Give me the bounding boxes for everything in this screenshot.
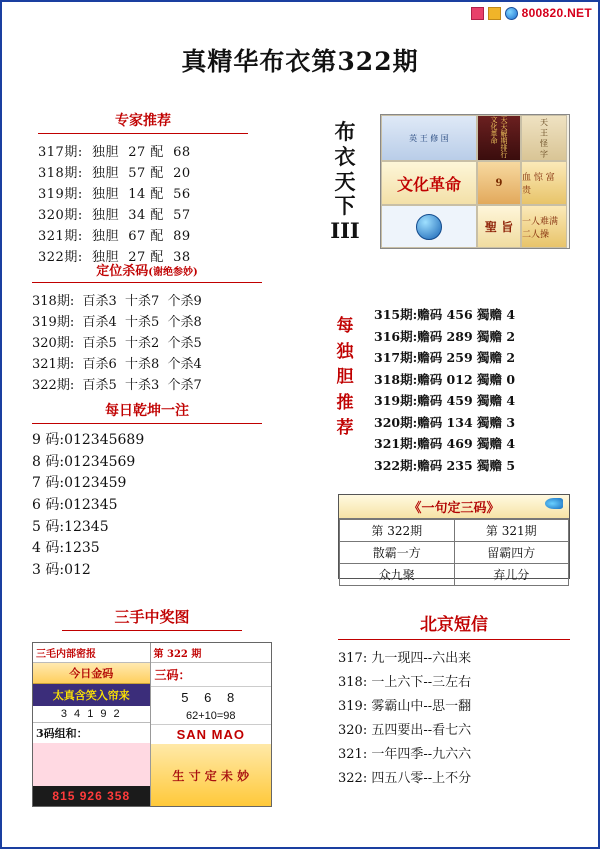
art-cell-red: 文化革命 bbox=[381, 161, 477, 205]
page-title: 真精华布衣第322期 bbox=[181, 47, 419, 76]
sanmao-card-left bbox=[33, 643, 151, 806]
art-cell-orange: 9 bbox=[477, 161, 521, 205]
sanmao-strip-title: 三毛内部密报 bbox=[33, 643, 150, 663]
expert-recommendation-section bbox=[38, 110, 248, 268]
sanmao-heading: 三手中奖图 bbox=[62, 606, 242, 631]
list-item: 315期:赡码 456 獨赡 4 bbox=[374, 307, 516, 322]
beijing-list bbox=[338, 647, 578, 791]
sanmao-card-right bbox=[151, 643, 271, 806]
list-item: 6 码:012345 bbox=[32, 497, 118, 514]
list-item: 322期:赡码 235 獨赡 5 bbox=[374, 457, 516, 473]
list-item: 318期: 百杀3 十杀7 个杀9 bbox=[32, 294, 202, 309]
list-item: 318: 一上六下--三左右 bbox=[338, 675, 472, 691]
sanmao-three-code-value: 5 6 8 bbox=[181, 690, 241, 705]
qiankun-rows bbox=[32, 430, 262, 582]
art-cell-edict: 聖 旨 bbox=[477, 205, 521, 248]
list-item: 317期:赡码 259 獨赡 2 bbox=[374, 350, 516, 365]
table-row bbox=[340, 520, 569, 542]
beijing-heading: 北京短信 bbox=[338, 610, 570, 640]
buyi-artwork bbox=[380, 114, 570, 249]
table-row bbox=[340, 564, 569, 586]
sentence-heading-text: 《一句定三码》 bbox=[408, 501, 500, 516]
list-item: 7 码:0123459 bbox=[32, 475, 127, 492]
list-item: 320期:赡码 134 獨赡 3 bbox=[374, 414, 516, 430]
list-item: 322期: 独胆 27 配 38 bbox=[38, 250, 191, 266]
sanmao-three-code-label: 三码： bbox=[151, 663, 271, 687]
list-item: 320: 五四要出--看七六 bbox=[338, 723, 472, 739]
sanmao-big-number: 815 926 358 bbox=[33, 786, 150, 806]
sanmao-pink-art bbox=[33, 743, 150, 786]
list-item: 4 码:1235 bbox=[32, 540, 100, 557]
art-cell-globe bbox=[381, 205, 477, 248]
daily-qiankun-section bbox=[32, 400, 262, 582]
sanmao-numbers: 3 4 1 9 2 bbox=[33, 706, 150, 723]
globe-icon bbox=[505, 7, 518, 20]
list-item: 319期: 独胆 14 配 56 bbox=[38, 187, 191, 203]
orange-square-icon bbox=[488, 7, 501, 20]
dandan-vertical-title: 每独胆推荐 bbox=[336, 316, 354, 438]
kill-code-rows bbox=[32, 291, 262, 396]
list-item: 320期: 百杀5 十杀2 个杀5 bbox=[32, 336, 202, 352]
sanmao-yellow-art: 生 寸 定 未 妙 bbox=[151, 744, 271, 806]
fish-icon bbox=[545, 498, 563, 509]
sentence-heading bbox=[339, 495, 569, 519]
list-item: 319期: 百杀4 十杀5 个杀8 bbox=[32, 315, 202, 331]
art-cell-tan: 天 王 怪 字 bbox=[521, 115, 567, 161]
art-cell-gold: 血 惊 富 贵 bbox=[521, 161, 567, 205]
list-item: 319: 雾霸山中--思一翻 bbox=[338, 699, 472, 715]
pink-square-icon bbox=[471, 7, 484, 20]
expert-heading: 专家推荐 bbox=[38, 110, 248, 134]
sanmao-equation: 62+10=98 bbox=[151, 708, 271, 724]
art-cell-dark: 天天解期排行文化革命 bbox=[477, 115, 521, 161]
kill-code-heading-text: 定位杀码 bbox=[96, 264, 149, 279]
sanmao-issue-label: 第 322 期 bbox=[151, 643, 271, 663]
list-item: 317: 九一现四--六出来 bbox=[338, 651, 472, 666]
sentence-col2-head: 第 321期 bbox=[454, 520, 569, 542]
site-url[interactable]: 800820.NET bbox=[521, 6, 592, 20]
expert-rows bbox=[38, 142, 248, 268]
list-item: 316期:赡码 289 獨赡 2 bbox=[374, 328, 516, 344]
sentence-col2-line1: 留霸四方 bbox=[454, 542, 569, 564]
art-cell-scroll: 一人难满二人操 bbox=[521, 205, 567, 248]
list-item: 5 码:12345 bbox=[32, 518, 109, 535]
list-item: 9 码:012345689 bbox=[32, 432, 145, 448]
art-cell-blue: 英 王 修 国 bbox=[381, 115, 477, 161]
sentence-col1-line1: 散霸一方 bbox=[340, 542, 455, 564]
list-item: 322期: 百杀5 十杀3 个杀7 bbox=[32, 378, 202, 394]
sanmao-image-card bbox=[32, 642, 272, 807]
list-item: 317期: 独胆 27 配 68 bbox=[38, 145, 191, 160]
list-item: 319期:赡码 459 獨赡 4 bbox=[374, 393, 516, 408]
sentence-table bbox=[339, 519, 569, 586]
sanmao-sum-label: 3码组和： bbox=[33, 723, 150, 743]
sentence-col2-line2: 弃儿分 bbox=[454, 564, 569, 586]
topbar bbox=[471, 6, 592, 20]
kill-code-section bbox=[32, 260, 262, 396]
globe-icon bbox=[416, 214, 442, 240]
sanmao-brand: SAN MAO bbox=[151, 724, 271, 744]
kill-code-heading bbox=[32, 260, 262, 283]
list-item: 8 码:01234569 bbox=[32, 453, 136, 470]
qiankun-heading: 每日乾坤一注 bbox=[32, 400, 262, 424]
sanmao-purple-line: 太真含笑入帘来 bbox=[33, 684, 150, 706]
dandan-list bbox=[374, 304, 574, 476]
list-item: 321期: 独胆 67 配 89 bbox=[38, 229, 191, 245]
buyi-vertical-title: 布衣天下III bbox=[330, 119, 360, 244]
list-item: 320期: 独胆 34 配 57 bbox=[38, 208, 191, 224]
list-item: 318期:赡码 012 獨赡 0 bbox=[374, 371, 516, 387]
list-item: 322: 四五八零--上不分 bbox=[338, 771, 472, 787]
list-item: 318期: 独胆 57 配 20 bbox=[38, 166, 191, 182]
list-item: 3 码:012 bbox=[32, 562, 91, 579]
sentence-col1-line2: 众九聚 bbox=[340, 564, 455, 586]
list-item: 321期: 百杀6 十杀8 个杀4 bbox=[32, 357, 202, 373]
sanmao-banner: 今日金码 bbox=[33, 663, 150, 684]
list-item: 321期:赡码 469 獨赡 4 bbox=[374, 436, 516, 451]
sentence-col1-head: 第 322期 bbox=[340, 520, 455, 542]
table-row bbox=[340, 542, 569, 564]
list-item: 321: 一年四季--九六六 bbox=[338, 747, 472, 763]
sentence-three-code-box bbox=[338, 494, 570, 582]
kill-code-note: (谢绝参妙) bbox=[148, 267, 198, 278]
